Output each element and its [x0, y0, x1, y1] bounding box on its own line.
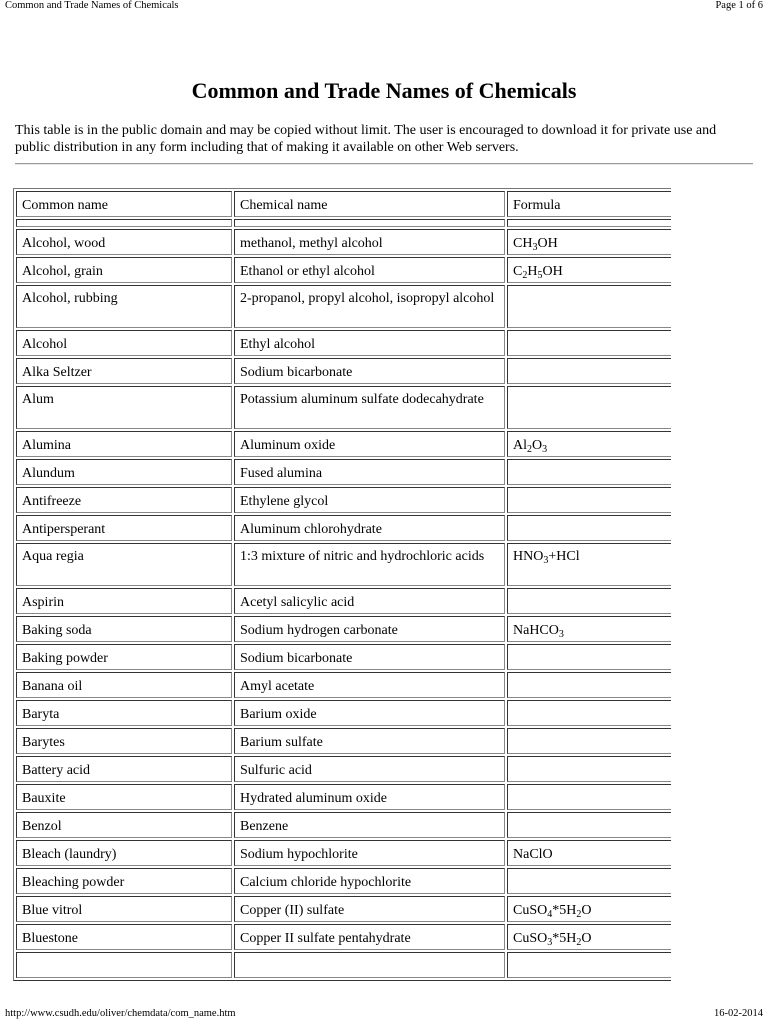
formula-cell — [507, 896, 671, 922]
formula-cell — [507, 672, 671, 698]
common-name-cell: Alcohol, grain — [16, 257, 232, 283]
formula-subscript: 2 — [576, 909, 582, 920]
formula-cell — [507, 868, 671, 894]
formula-cell — [507, 459, 671, 485]
table-row — [16, 229, 671, 255]
formula-part: NaHCO — [513, 623, 559, 638]
formula-cell — [507, 543, 671, 586]
table-row — [16, 868, 671, 894]
spacer-row — [16, 219, 671, 227]
common-name-cell: Alumina — [16, 431, 232, 457]
horizontal-rule — [15, 163, 753, 165]
table-row — [16, 487, 671, 513]
formula-subscript: 2 — [522, 270, 528, 281]
formula-subscript: 3 — [558, 629, 564, 640]
formula-cell — [507, 588, 671, 614]
table-row — [16, 459, 671, 485]
chemical-name-cell: Hydrated aluminum oxide — [234, 784, 505, 810]
table-row — [16, 924, 671, 950]
page-header — [5, 0, 763, 14]
formula-part: C — [513, 264, 523, 279]
formula-cell — [507, 812, 671, 838]
formula-cell — [507, 756, 671, 782]
formula-subscript: 5 — [537, 270, 543, 281]
table-row — [16, 728, 671, 754]
table-row — [16, 812, 671, 838]
page-number: Page 1 of 6 — [715, 0, 763, 11]
common-name-cell: Aqua regia — [16, 543, 232, 586]
table-row — [16, 672, 671, 698]
chemical-name-cell — [234, 952, 505, 978]
table-row — [16, 386, 671, 429]
formula-cell — [507, 728, 671, 754]
chemical-name-cell: Barium sulfate — [234, 728, 505, 754]
chemical-name-cell: Sodium bicarbonate — [234, 644, 505, 670]
chemical-name-cell: Barium oxide — [234, 700, 505, 726]
formula-subscript: 3 — [542, 444, 548, 455]
formula-cell — [507, 924, 671, 950]
table-row — [16, 784, 671, 810]
common-name-cell: Aspirin — [16, 588, 232, 614]
chemical-name-cell: Ethanol or ethyl alcohol — [234, 257, 505, 283]
header-common-name: Common name — [16, 191, 232, 217]
formula-cell — [507, 358, 671, 384]
formula-part: HNO — [513, 549, 544, 564]
formula-subscript: 2 — [576, 937, 582, 948]
common-name-cell: Bleaching powder — [16, 868, 232, 894]
common-name-cell: Antipersperant — [16, 515, 232, 541]
formula-part: CH — [513, 236, 533, 251]
common-name-cell: Battery acid — [16, 756, 232, 782]
common-name-cell: Banana oil — [16, 672, 232, 698]
formula-cell — [507, 257, 671, 283]
formula-cell — [507, 285, 671, 328]
table-row — [16, 644, 671, 670]
formula-subscript: 3 — [532, 242, 538, 253]
table-row — [16, 543, 671, 586]
formula-cell — [507, 840, 671, 866]
table-row — [16, 285, 671, 328]
common-name-cell: Benzol — [16, 812, 232, 838]
table-row — [16, 896, 671, 922]
chemical-name-cell: Sulfuric acid — [234, 756, 505, 782]
common-name-cell — [16, 952, 232, 978]
footer-url: http://www.csudh.edu/oliver/chemdata/com_name.htm — [5, 1008, 236, 1019]
chemical-name-cell: Aluminum oxide — [234, 431, 505, 457]
formula-cell — [507, 952, 671, 978]
formula-subscript: 2 — [527, 444, 532, 455]
common-name-cell: Alka Seltzer — [16, 358, 232, 384]
formula-cell — [507, 515, 671, 541]
chemical-name-cell: Copper II sulfate pentahydrate — [234, 924, 505, 950]
formula-cell — [507, 229, 671, 255]
common-name-cell: Barytes — [16, 728, 232, 754]
formula-part: *5H — [552, 903, 577, 918]
table-row — [16, 616, 671, 642]
common-name-cell: Alum — [16, 386, 232, 429]
chemical-name-cell: Amyl acetate — [234, 672, 505, 698]
table-row — [16, 515, 671, 541]
formula-cell — [507, 386, 671, 429]
chemical-name-cell: 1:3 mixture of nitric and hydrochloric acids — [234, 543, 505, 586]
common-name-cell: Antifreeze — [16, 487, 232, 513]
formula-part: +HCl — [548, 549, 580, 564]
table-header-row — [16, 191, 671, 217]
chemical-name-cell: methanol, methyl alcohol — [234, 229, 505, 255]
chemical-name-cell: Ethyl alcohol — [234, 330, 505, 356]
chemical-name-cell: Sodium hydrogen carbonate — [234, 616, 505, 642]
chemical-name-cell: Acetyl salicylic acid — [234, 588, 505, 614]
common-name-cell: Baking powder — [16, 644, 232, 670]
table-row — [16, 756, 671, 782]
chemical-name-cell: Benzene — [234, 812, 505, 838]
footer-date: 16-02-2014 — [714, 1008, 763, 1019]
table-container — [13, 188, 671, 1024]
formula-cell — [507, 644, 671, 670]
formula-part: CuSO — [513, 931, 548, 946]
chemical-name-cell: Aluminum chlorohydrate — [234, 515, 505, 541]
chemical-name-cell: Sodium hypochlorite — [234, 840, 505, 866]
chemical-name-cell: Sodium bicarbonate — [234, 358, 505, 384]
common-name-cell: Baking soda — [16, 616, 232, 642]
common-name-cell: Bleach (laundry) — [16, 840, 232, 866]
common-name-cell: Alcohol — [16, 330, 232, 356]
common-name-cell: Alundum — [16, 459, 232, 485]
common-name-cell: Blue vitrol — [16, 896, 232, 922]
formula-cell — [507, 616, 671, 642]
chemical-name-cell: Ethylene glycol — [234, 487, 505, 513]
table-row — [16, 952, 671, 978]
page-footer — [5, 1008, 763, 1022]
common-name-cell: Bauxite — [16, 784, 232, 810]
chemical-name-cell: Copper (II) sulfate — [234, 896, 505, 922]
formula-part: *5H — [552, 931, 577, 946]
formula-part: Al — [513, 438, 527, 453]
formula-part: NaClO — [513, 847, 553, 862]
table-row — [16, 700, 671, 726]
header-title: Common and Trade Names of Chemicals — [5, 0, 179, 11]
formula-part: O — [581, 931, 592, 946]
intro-paragraph: This table is in the public domain and may be copied without limit. The user is encouraged to download it for private use and public distribution in any form including that of making it available on other Web servers. — [15, 123, 717, 155]
table-row — [16, 840, 671, 866]
header-chemical-name: Chemical name — [234, 191, 505, 217]
formula-cell — [507, 487, 671, 513]
chemical-name-cell: Fused alumina — [234, 459, 505, 485]
formula-part: OH — [542, 264, 563, 279]
table-row — [16, 588, 671, 614]
formula-subscript: 3 — [543, 555, 549, 566]
formula-part: O — [581, 903, 592, 918]
chemical-name-cell: Calcium chloride hypochlorite — [234, 868, 505, 894]
chemical-name-cell: 2-propanol, propyl alcohol, isopropyl alcohol — [234, 285, 505, 328]
common-name-cell: Alcohol, wood — [16, 229, 232, 255]
formula-part: O — [532, 438, 543, 453]
header-formula: Formula — [507, 191, 671, 217]
formula-cell — [507, 700, 671, 726]
table-row — [16, 257, 671, 283]
common-name-cell: Bluestone — [16, 924, 232, 950]
chemicals-table — [13, 188, 671, 981]
formula-subscript: 4 — [547, 909, 553, 920]
formula-part: CuSO — [513, 903, 548, 918]
page-title: Common and Trade Names of Chemicals — [191, 78, 577, 103]
table-row — [16, 431, 671, 457]
formula-cell — [507, 784, 671, 810]
formula-subscript: 3 — [547, 937, 553, 948]
common-name-cell: Alcohol, rubbing — [16, 285, 232, 328]
common-name-cell: Baryta — [16, 700, 232, 726]
formula-part: H — [527, 264, 538, 279]
chemical-name-cell: Potassium aluminum sulfate dodecahydrate — [234, 386, 505, 429]
table-row — [16, 330, 671, 356]
formula-cell — [507, 330, 671, 356]
table-row — [16, 358, 671, 384]
formula-cell — [507, 431, 671, 457]
formula-part: OH — [537, 236, 558, 251]
